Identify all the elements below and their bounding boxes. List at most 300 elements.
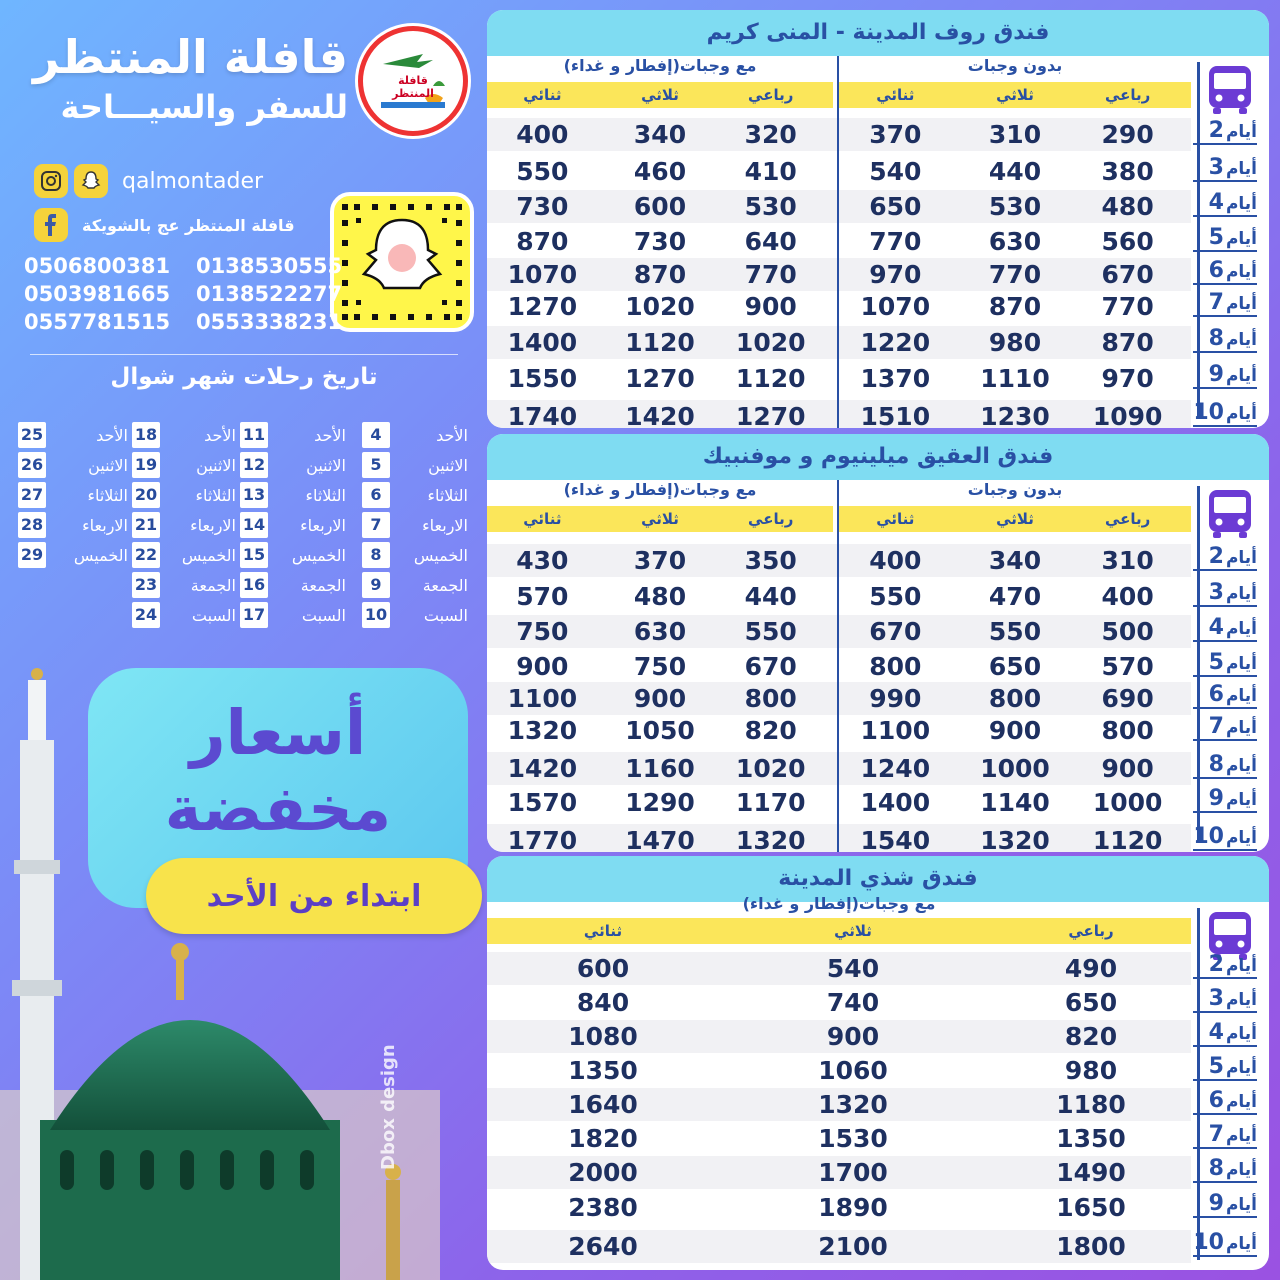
price-cell: 290 [1101, 120, 1154, 149]
design-credit: Dbox design [378, 1044, 399, 1170]
duration-days: 2 [1208, 952, 1224, 977]
facebook-name[interactable]: قافلة المنتظر عج بالشويكة [82, 215, 295, 235]
facebook-icon[interactable] [34, 208, 68, 242]
duration-label [1193, 824, 1257, 851]
column-header: ثلاثي [834, 922, 872, 940]
price-cell: 1550 [507, 364, 578, 393]
promo-line-2: مخفضة [164, 772, 392, 845]
price-cell: 770 [869, 227, 922, 256]
calendar-entry [362, 570, 468, 600]
column-header: ثنائي [876, 86, 915, 104]
calendar-entry [18, 480, 128, 510]
price-cell: 1650 [1056, 1193, 1126, 1222]
calendar-entry [18, 510, 128, 540]
duration-days: 4 [1208, 190, 1224, 215]
duration-word: أيام [1225, 956, 1257, 976]
calendar-entry [18, 450, 128, 480]
price-cell: 650 [1064, 988, 1118, 1017]
calendar-date: 28 [18, 512, 46, 538]
column-header: ثلاثي [996, 510, 1034, 528]
price-cell: 870 [516, 227, 569, 256]
duration-label [1193, 544, 1257, 571]
price-cell: 1160 [625, 754, 695, 783]
price-cell: 1770 [507, 826, 578, 852]
duration-days: 5 [1208, 225, 1224, 250]
duration-word: أيام [1225, 194, 1257, 214]
calendar-entry [240, 510, 346, 540]
price-cell: 570 [1101, 652, 1154, 681]
calendar-weekday: الخميس [73, 545, 128, 565]
calendar-weekday: الأحد [436, 425, 468, 445]
price-cell: 310 [988, 120, 1042, 149]
price-cell: 1890 [818, 1193, 888, 1222]
calendar-entry [362, 600, 468, 630]
price-cell: 2640 [568, 1232, 638, 1261]
price-cell: 870 [633, 260, 687, 289]
phone-number[interactable]: 0557781515 [24, 310, 171, 334]
duration-days: 10 [1193, 1230, 1224, 1255]
calendar-date: 15 [240, 542, 268, 568]
duration-word: أيام [1225, 122, 1257, 142]
section-title: مع وجبات(إفطار و غداء) [563, 480, 757, 499]
price-cell: 1420 [625, 402, 695, 428]
calendar-weekday: الأحد [314, 425, 346, 445]
calendar-weekday: الجمعة [190, 575, 236, 595]
section-divider [837, 56, 839, 428]
duration-days: 8 [1208, 752, 1224, 777]
price-cell: 1100 [860, 716, 931, 745]
duration-label [1193, 752, 1257, 779]
calendar-date: 18 [132, 422, 160, 448]
column-header: ثلاثي [996, 86, 1034, 104]
hotel-panel-shaza [487, 856, 1269, 1270]
price-cell: 600 [576, 954, 630, 983]
duration-days: 6 [1208, 258, 1224, 283]
phone-number[interactable]: 0506800381 [24, 254, 171, 278]
price-cell: 1740 [507, 402, 578, 428]
phone-number[interactable]: 0553338231 [196, 310, 343, 334]
duration-label [1193, 362, 1257, 389]
price-cell: 550 [744, 617, 797, 646]
duration-word: أيام [1225, 584, 1257, 604]
duration-word: أيام [1225, 159, 1257, 179]
duration-label [1193, 155, 1257, 182]
trip-dates-title: تاريخ رحلات شهر شوال [110, 364, 378, 390]
price-cell: 1120 [735, 364, 806, 393]
price-cell: 770 [988, 260, 1042, 289]
price-cell: 320 [744, 120, 797, 149]
price-cell: 1640 [568, 1090, 638, 1119]
calendar-date: 16 [240, 572, 268, 598]
snapchat-icon[interactable] [74, 164, 108, 198]
duration-label [1193, 290, 1257, 317]
price-cell: 1000 [1092, 788, 1163, 817]
price-cell: 1700 [818, 1158, 888, 1187]
price-cell: 1140 [980, 788, 1050, 817]
calendar-weekday: السبت [423, 605, 468, 625]
duration-days: 2 [1208, 118, 1224, 143]
calendar-entry [132, 480, 236, 510]
price-cell: 1540 [860, 826, 931, 852]
duration-label [1193, 1088, 1257, 1115]
calendar-date: 4 [362, 422, 390, 448]
column-header: رباعي [1068, 922, 1114, 940]
duration-word: أيام [1225, 366, 1257, 386]
price-cell: 800 [1101, 716, 1154, 745]
price-cell: 2000 [568, 1158, 638, 1187]
duration-label [1193, 258, 1257, 285]
calendar-entry [362, 540, 468, 570]
price-cell: 1530 [818, 1124, 888, 1153]
social-handle[interactable]: qalmontader [122, 168, 264, 194]
duration-days: 5 [1208, 1054, 1224, 1079]
section-title: مع وجبات(إفطار و غداء) [742, 894, 936, 913]
price-cell: 440 [988, 157, 1042, 186]
duration-days: 2 [1208, 544, 1224, 569]
price-cell: 840 [576, 988, 630, 1017]
price-cell: 1220 [860, 328, 931, 357]
calendar-entry [132, 450, 236, 480]
price-cell: 1320 [980, 826, 1050, 852]
price-cell: 1320 [735, 826, 806, 852]
duration-days: 6 [1208, 1088, 1224, 1113]
calendar-entry [240, 540, 346, 570]
price-cell: 640 [744, 227, 797, 256]
duration-label [1193, 786, 1257, 813]
price-cell: 400 [516, 120, 569, 149]
price-cell: 480 [633, 582, 687, 611]
price-cell: 900 [516, 652, 569, 681]
price-cell: 1070 [507, 260, 578, 289]
price-cell: 340 [988, 546, 1042, 575]
phone-number[interactable]: 0138530555 [196, 254, 343, 278]
calendar-weekday: الأحد [96, 425, 128, 445]
price-cell: 1320 [507, 716, 578, 745]
calendar-weekday: السبت [191, 605, 236, 625]
calendar-date: 11 [240, 422, 268, 448]
price-cell: 2100 [818, 1232, 888, 1261]
section-title: مع وجبات(إفطار و غداء) [563, 56, 757, 75]
calendar-date: 21 [132, 512, 160, 538]
price-cell: 1290 [625, 788, 695, 817]
price-cell: 1090 [1092, 402, 1163, 428]
duration-label [1193, 118, 1257, 145]
calendar-entry [240, 600, 346, 630]
duration-word: أيام [1225, 1160, 1257, 1180]
price-cell: 800 [988, 684, 1042, 713]
calendar-weekday: الاربعاء [190, 515, 236, 535]
calendar-date: 9 [362, 572, 390, 598]
duration-word: أيام [1225, 1058, 1257, 1078]
duration-label [1193, 615, 1257, 642]
brand-subtitle: للسفر والسيـــاحة [60, 88, 348, 126]
calendar-entry [240, 570, 346, 600]
duration-word: أيام [1225, 718, 1257, 738]
brand-logo [358, 26, 468, 136]
calendar-column [240, 420, 346, 630]
price-cell: 1110 [980, 364, 1050, 393]
calendar-date: 22 [132, 542, 160, 568]
calendar-weekday: الخميس [291, 545, 346, 565]
price-cell: 630 [988, 227, 1042, 256]
price-cell: 900 [744, 292, 797, 321]
calendar-entry [18, 420, 128, 450]
calendar-date: 5 [362, 452, 390, 478]
duration-word: أيام [1225, 1195, 1257, 1215]
calendar-weekday: الثلاثاء [87, 485, 128, 505]
price-cell: 980 [1064, 1056, 1118, 1085]
price-cell: 670 [1101, 260, 1154, 289]
duration-word: أيام [1225, 828, 1257, 848]
calendar-date: 7 [362, 512, 390, 538]
price-cell: 1350 [568, 1056, 638, 1085]
price-cell: 1120 [625, 328, 695, 357]
column-header: ثلاثي [641, 86, 679, 104]
price-cell: 650 [869, 192, 922, 221]
price-cell: 540 [869, 157, 922, 186]
price-cell: 440 [744, 582, 797, 611]
duration-label [1193, 714, 1257, 741]
calendar-entry [362, 480, 468, 510]
price-cell: 410 [744, 157, 797, 186]
section-divider [837, 480, 839, 852]
price-cell: 1370 [860, 364, 931, 393]
hotel-panel-roof [487, 10, 1269, 428]
price-cell: 1100 [507, 684, 578, 713]
duration-label [1193, 326, 1257, 353]
calendar-date: 6 [362, 482, 390, 508]
price-cell: 530 [744, 192, 797, 221]
calendar-date: 29 [18, 542, 46, 568]
price-cell: 730 [516, 192, 569, 221]
price-cell: 900 [826, 1022, 880, 1051]
calendar-date: 10 [362, 602, 390, 628]
duration-days: 8 [1208, 1156, 1224, 1181]
price-cell: 1240 [860, 754, 931, 783]
column-header: رباعي [748, 510, 794, 528]
price-cell: 650 [988, 652, 1042, 681]
column-header: ثنائي [876, 510, 915, 528]
calendar-entry [132, 420, 236, 450]
calendar-weekday: الخميس [413, 545, 468, 565]
calendar-entry [362, 450, 468, 480]
calendar-weekday: الثلاثاء [427, 485, 468, 505]
price-cell: 530 [988, 192, 1042, 221]
hotel-name: فندق شذي المدينة [487, 856, 1269, 902]
price-cell: 1020 [735, 328, 806, 357]
hotel-name: فندق روف المدينة - المنى كريم [487, 10, 1269, 56]
price-cell: 1510 [860, 402, 931, 428]
calendar-weekday: الاثنين [196, 455, 236, 475]
price-cell: 770 [1101, 292, 1154, 321]
duration-word: أيام [1225, 686, 1257, 706]
duration-days: 3 [1208, 580, 1224, 605]
price-cell: 1420 [507, 754, 578, 783]
duration-word: أيام [1225, 790, 1257, 810]
promo-line-1: أسعار [189, 696, 367, 769]
instagram-icon[interactable] [34, 164, 68, 198]
duration-label [1193, 1122, 1257, 1149]
price-cell: 500 [1101, 617, 1154, 646]
column-header: رباعي [1104, 86, 1151, 104]
price-cell: 560 [1101, 227, 1154, 256]
price-cell: 970 [1101, 364, 1154, 393]
price-cell: 1270 [735, 402, 806, 428]
duration-label [1193, 190, 1257, 217]
snapcode[interactable] [330, 192, 474, 332]
price-cell: 570 [516, 582, 569, 611]
price-cell: 1270 [507, 292, 578, 321]
duration-label [1193, 1156, 1257, 1183]
duration-label [1193, 650, 1257, 677]
price-cell: 630 [633, 617, 687, 646]
calendar-entry [132, 600, 236, 630]
price-cell: 1060 [818, 1056, 888, 1085]
start-date-badge: ابتداء من الأحد [146, 858, 482, 934]
price-cell: 460 [633, 157, 687, 186]
duration-word: أيام [1225, 756, 1257, 776]
price-cell: 1470 [625, 826, 695, 852]
calendar-weekday: الاربعاء [300, 515, 346, 535]
price-cell: 740 [826, 988, 880, 1017]
price-cell: 1180 [1056, 1090, 1126, 1119]
price-cell: 370 [633, 546, 687, 575]
price-cell: 310 [1101, 546, 1154, 575]
duration-days: 5 [1208, 650, 1224, 675]
price-cell: 730 [633, 227, 687, 256]
price-cell: 1000 [980, 754, 1050, 783]
calendar-entry [362, 420, 468, 450]
calendar-weekday: الجمعة [300, 575, 346, 595]
duration-label [1193, 225, 1257, 252]
calendar-date: 17 [240, 602, 268, 628]
price-cell: 900 [1101, 754, 1154, 783]
duration-word: أيام [1225, 229, 1257, 249]
price-cell: 400 [869, 546, 922, 575]
price-cell: 1050 [625, 716, 695, 745]
duration-days: 7 [1208, 1122, 1224, 1147]
calendar-date: 8 [362, 542, 390, 568]
price-cell: 1020 [735, 754, 806, 783]
calendar-weekday: الثلاثاء [195, 485, 236, 505]
calendar-date: 23 [132, 572, 160, 598]
calendar-weekday: الاربعاء [82, 515, 128, 535]
duration-days: 9 [1208, 1191, 1224, 1216]
duration-word: أيام [1225, 1126, 1257, 1146]
duration-label [1193, 682, 1257, 709]
price-cell: 1170 [735, 788, 806, 817]
calendar-column [132, 420, 236, 630]
price-cell: 1020 [625, 292, 695, 321]
price-cell: 1400 [860, 788, 931, 817]
hotel-panel-aqiq [487, 434, 1269, 852]
duration-label [1193, 1020, 1257, 1047]
duration-label [1193, 1054, 1257, 1081]
duration-days: 7 [1208, 290, 1224, 315]
calendar-weekday: الاثنين [428, 455, 468, 475]
section-title: بدون وجبات [967, 56, 1063, 75]
price-cell: 820 [1064, 1022, 1118, 1051]
column-header: رباعي [748, 86, 794, 104]
duration-days: 10 [1193, 824, 1224, 849]
calendar-entry [240, 450, 346, 480]
duration-word: أيام [1225, 294, 1257, 314]
phone-number[interactable]: 0138522277 [196, 282, 343, 306]
duration-label [1193, 1191, 1257, 1218]
price-cell: 670 [869, 617, 922, 646]
price-cell: 370 [869, 120, 922, 149]
calendar-date: 25 [18, 422, 46, 448]
price-cell: 1820 [568, 1124, 638, 1153]
calendar-date: 20 [132, 482, 160, 508]
calendar-date: 14 [240, 512, 268, 538]
price-cell: 1070 [860, 292, 931, 321]
price-cell: 550 [988, 617, 1042, 646]
price-cell: 900 [633, 684, 687, 713]
price-cell: 820 [744, 716, 797, 745]
price-cell: 490 [1064, 954, 1118, 983]
calendar-weekday: الاثنين [88, 455, 128, 475]
calendar-date: 26 [18, 452, 46, 478]
calendar-entry [132, 570, 236, 600]
price-cell: 800 [869, 652, 922, 681]
social-row [34, 164, 263, 198]
facebook-row [34, 208, 295, 242]
price-cell: 340 [633, 120, 687, 149]
duration-days: 4 [1208, 1020, 1224, 1045]
price-cell: 800 [744, 684, 797, 713]
duration-days: 3 [1208, 986, 1224, 1011]
duration-days: 10 [1193, 400, 1224, 425]
duration-word: أيام [1225, 548, 1257, 568]
section-title: بدون وجبات [967, 480, 1063, 499]
column-header: ثنائي [583, 922, 623, 940]
duration-days: 8 [1208, 326, 1224, 351]
price-cell: 870 [988, 292, 1042, 321]
price-cell: 990 [869, 684, 922, 713]
duration-days: 9 [1208, 786, 1224, 811]
duration-word: أيام [1225, 1234, 1257, 1254]
calendar-weekday: الاثنين [306, 455, 346, 475]
calendar-entry [362, 510, 468, 540]
price-cell: 750 [633, 652, 687, 681]
calendar-date: 27 [18, 482, 46, 508]
duration-label [1193, 400, 1257, 427]
price-cell: 770 [744, 260, 797, 289]
calendar-entry [132, 510, 236, 540]
price-cell: 1490 [1056, 1158, 1126, 1187]
price-cell: 1320 [818, 1090, 888, 1119]
duration-days: 4 [1208, 615, 1224, 640]
duration-days: 7 [1208, 714, 1224, 739]
price-cell: 870 [1101, 328, 1154, 357]
calendar-date: 19 [132, 452, 160, 478]
price-cell: 540 [826, 954, 880, 983]
calendar-weekday: الثلاثاء [305, 485, 346, 505]
price-cell: 690 [1101, 684, 1154, 713]
phone-number[interactable]: 0503981665 [24, 282, 171, 306]
duration-days: 9 [1208, 362, 1224, 387]
calendar-entry [240, 480, 346, 510]
duration-label [1193, 986, 1257, 1013]
duration-word: أيام [1225, 1024, 1257, 1044]
price-cell: 2380 [568, 1193, 638, 1222]
bus-icon [1205, 64, 1255, 116]
calendar-column [18, 420, 128, 570]
price-cell: 430 [516, 546, 569, 575]
hotel-name: فندق العقيق ميلينيوم و موفنبيك [487, 434, 1269, 480]
duration-word: أيام [1225, 262, 1257, 282]
